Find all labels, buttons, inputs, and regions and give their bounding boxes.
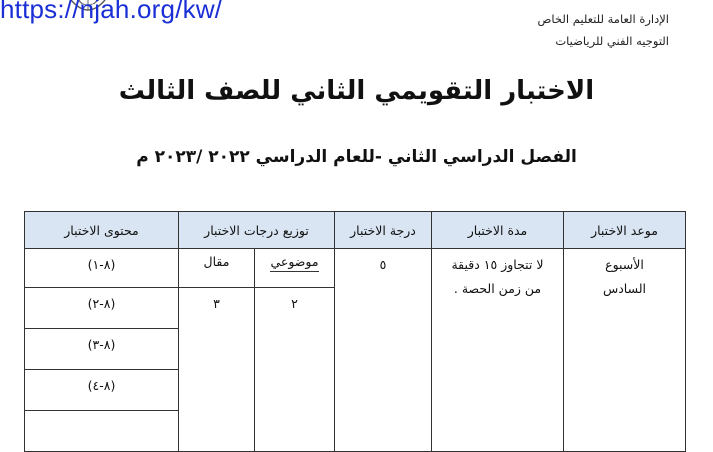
objective-value-cell: [255, 288, 335, 452]
header-schedule: موعد الاختبار: [564, 212, 686, 249]
essay-value-cell: [179, 288, 255, 452]
content-item-1: [25, 249, 179, 288]
content-item-text: (٨-٣): [87, 337, 116, 352]
essay-label-cell: [179, 249, 255, 288]
duration-value: لا تتجاوز ١٥ دقيقة من زمن الحصة .: [451, 257, 544, 296]
table-header-row: [25, 212, 686, 249]
page-title: الاختبار التقويمي الثاني للصف الثالث: [118, 76, 595, 106]
essay-value: ٣: [213, 296, 220, 311]
header-duration: مدة الاختبار: [432, 212, 564, 249]
essay-label: مقال: [203, 254, 230, 269]
duration-cell: [432, 249, 564, 452]
watermark-url[interactable]: https://njah.org/kw/: [0, 0, 223, 24]
grade-cell: [335, 249, 432, 452]
header-grade: درجة الاختبار: [335, 212, 432, 249]
organization-header: [538, 8, 669, 52]
objective-label: موضوعي: [270, 249, 318, 272]
content-item-2: [25, 288, 179, 329]
header-line-2: التوجيه الفني للرياضيات: [555, 34, 669, 48]
header-line-1: الإدارة العامة للتعليم الخاص: [537, 12, 669, 26]
content-item-3: [25, 329, 179, 370]
exam-info-table: [24, 211, 686, 452]
header-distribution: توزيع درجات الاختبار: [179, 212, 335, 249]
content-item-text: (٨-٤): [87, 378, 116, 393]
grade-value: ٥: [379, 257, 387, 272]
table-row: [25, 249, 686, 288]
content-item-empty: [25, 411, 179, 452]
page-subtitle: الفصل الدراسي الثاني -للعام الدراسي ٢٠٢٢ /٢٠٢٣ م: [136, 147, 577, 167]
objective-value: ٢: [291, 296, 298, 311]
schedule-cell: [564, 249, 686, 452]
header-content: محتوى الاختبار: [25, 212, 179, 249]
content-item-4: [25, 370, 179, 411]
content-item-text: (٨-١): [87, 257, 116, 272]
content-item-text: (٨-٢): [87, 296, 116, 311]
objective-label-cell: [255, 249, 335, 288]
schedule-value: الأسبوع السادس: [602, 257, 647, 296]
